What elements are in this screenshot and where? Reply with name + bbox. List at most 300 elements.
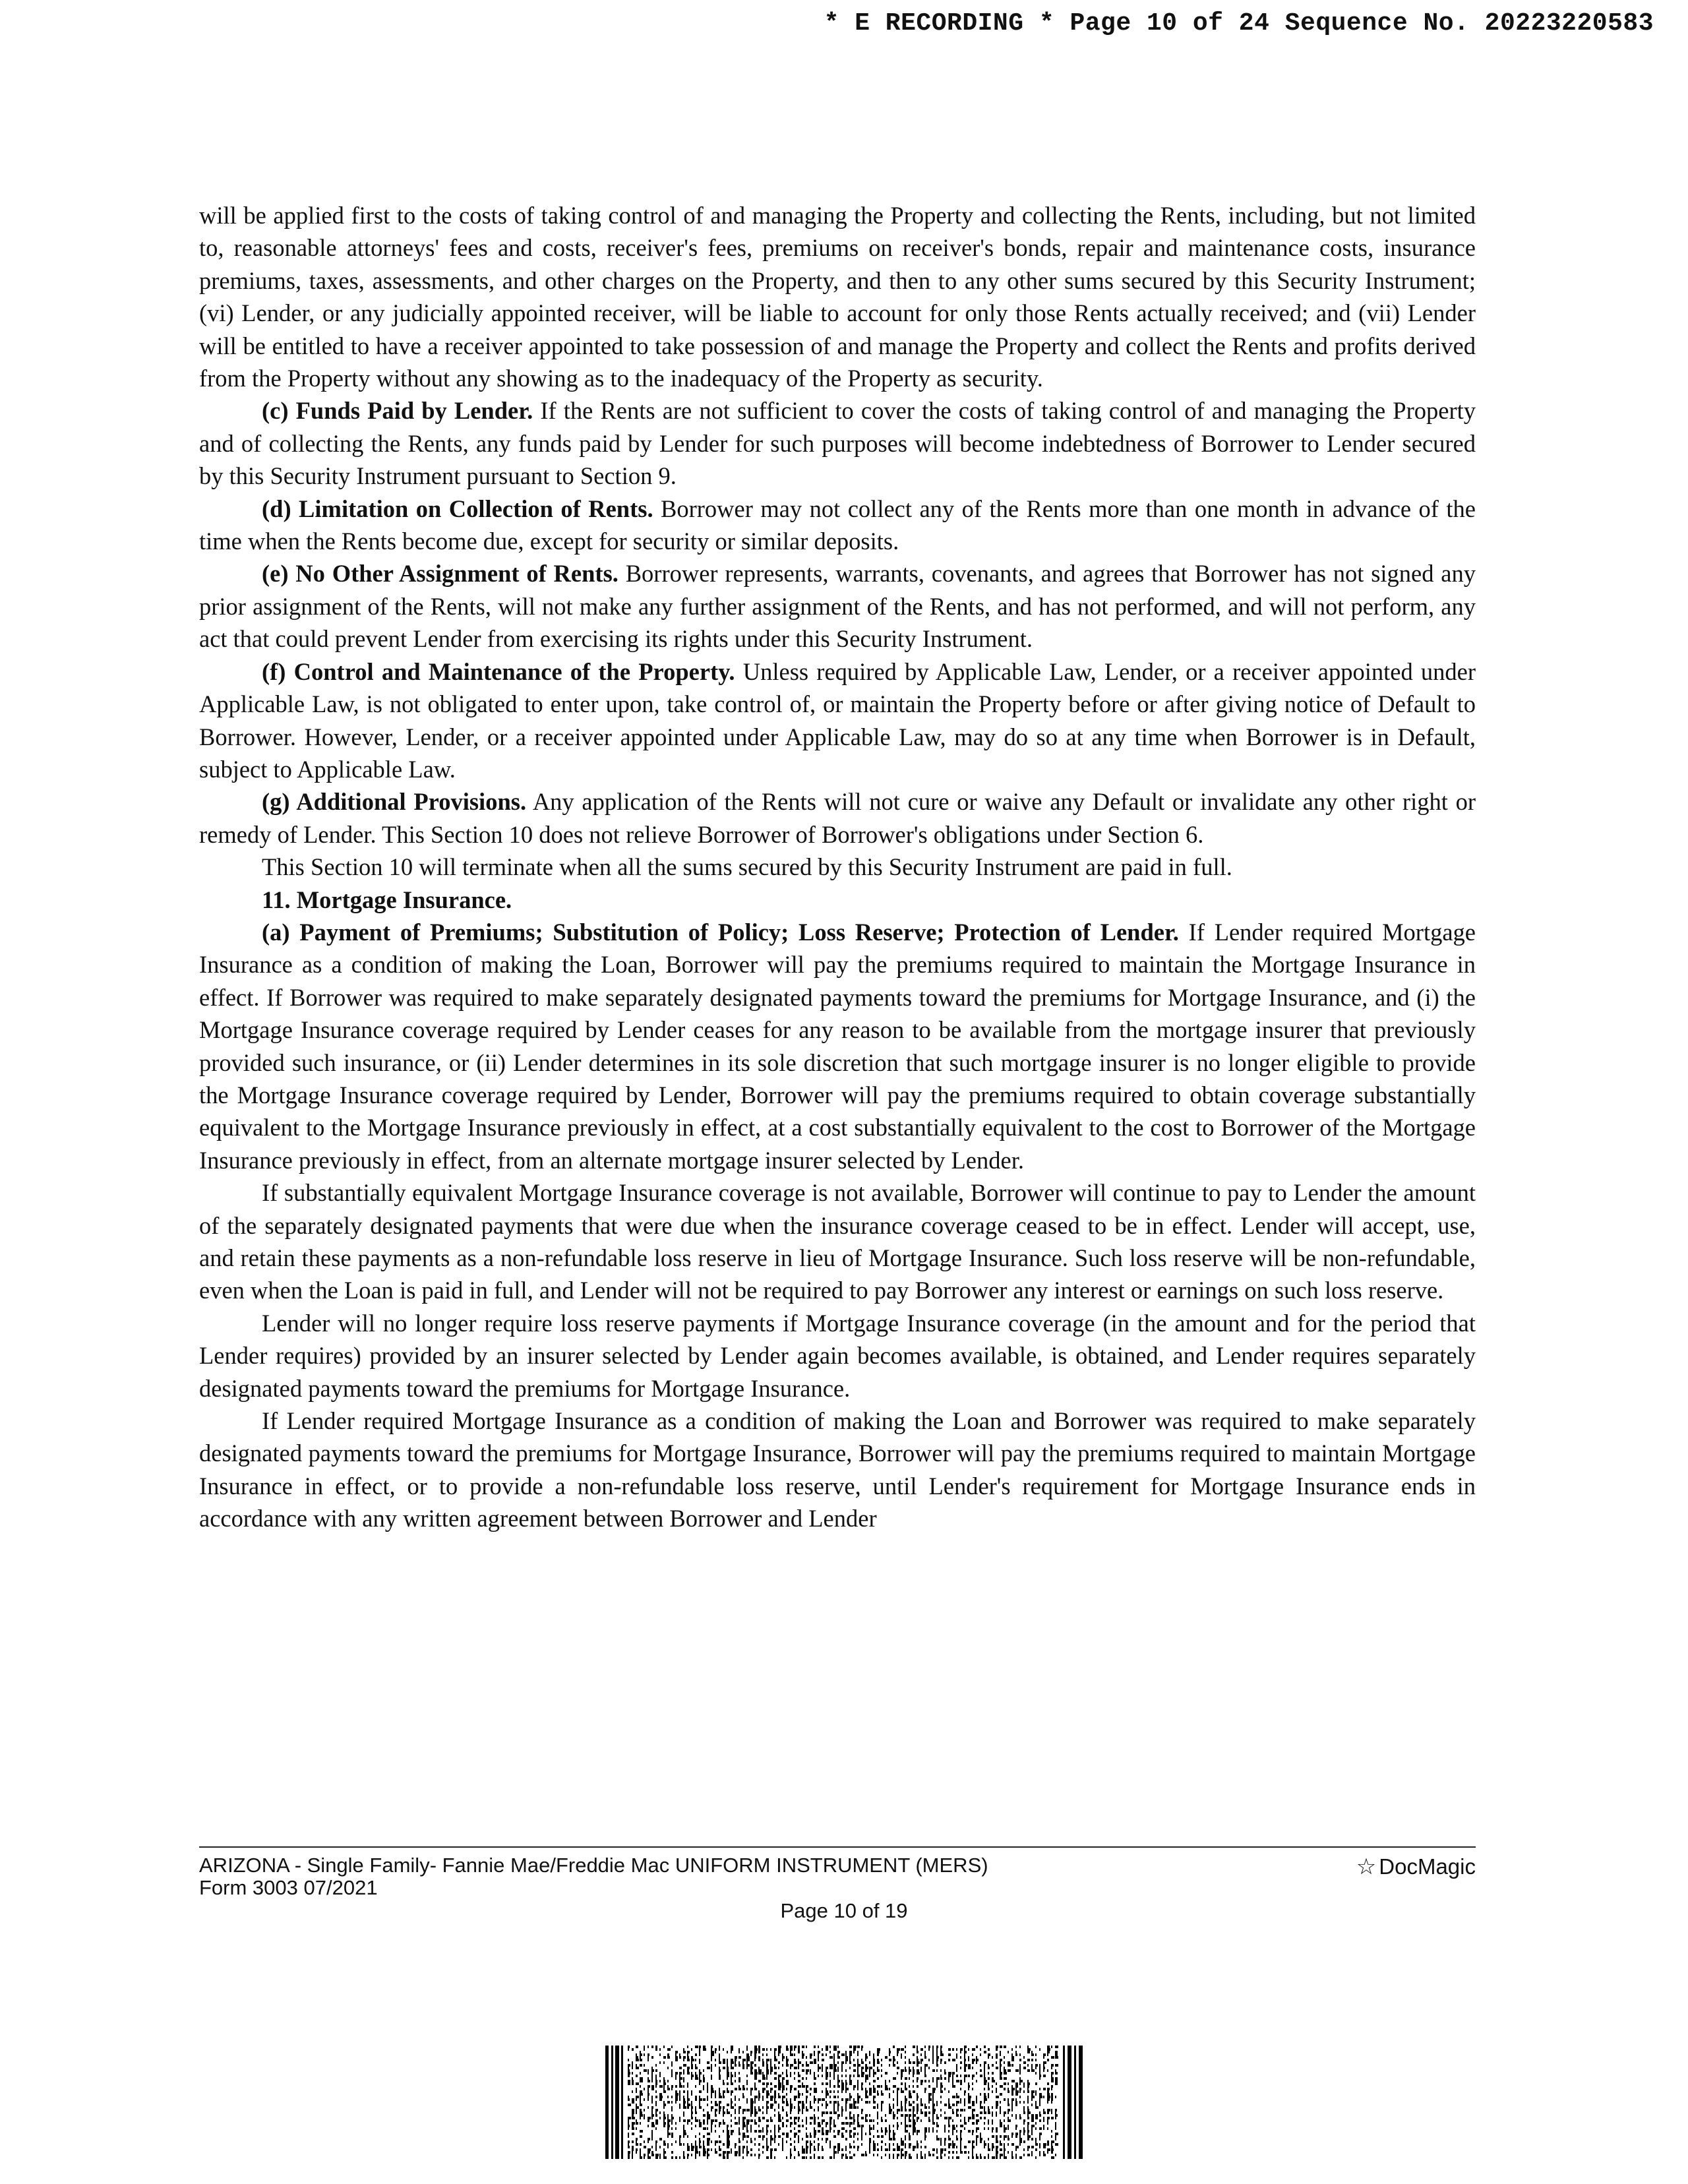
- heading-limitation: (d) Limitation on Collection of Rents.: [262, 495, 653, 522]
- barcode-module: [806, 2056, 807, 2059]
- barcode-module: [964, 2053, 965, 2056]
- barcode-module: [711, 2106, 713, 2109]
- barcode-module: [770, 2072, 771, 2075]
- barcode-module: [1015, 2156, 1017, 2159]
- barcode-module: [822, 2048, 823, 2051]
- barcode-module: [802, 2082, 803, 2085]
- barcode-module: [917, 2093, 918, 2096]
- barcode-module: [992, 2072, 994, 2075]
- barcode-module: [711, 2125, 712, 2127]
- barcode-module: [1035, 2104, 1037, 2106]
- barcode-module: [1004, 2111, 1006, 2114]
- barcode-module: [770, 2096, 773, 2098]
- text-no-other-assignment: Borrower represents, warrants, covenants, and agrees that Borrower has not signed any prior assignment of the Rents, will not make any further assignment of the Rents, and has not performed, and will not perform, any act that could prevent Lender from exercising its rights under this Security Instrument.: [199, 560, 1476, 653]
- barcode-module: [727, 2127, 728, 2130]
- barcode-module: [909, 2077, 910, 2080]
- barcode-module: [742, 2088, 745, 2090]
- barcode-module: [802, 2119, 803, 2122]
- barcode-module: [996, 2090, 997, 2093]
- barcode-module: [746, 2061, 748, 2064]
- barcode-module: [766, 2075, 768, 2077]
- barcode-module: [865, 2053, 867, 2056]
- barcode-module: [1027, 2130, 1029, 2133]
- barcode-module: [1039, 2104, 1040, 2106]
- barcode-module: [901, 2072, 903, 2075]
- barcode-module: [1055, 2127, 1056, 2130]
- barcode-module: [897, 2072, 898, 2075]
- barcode-module: [897, 2148, 900, 2151]
- barcode-module: [988, 2148, 990, 2151]
- barcode-module: [651, 2101, 653, 2104]
- barcode-module: [873, 2056, 874, 2059]
- barcode-module: [750, 2064, 752, 2067]
- barcode-module: [742, 2119, 744, 2122]
- barcode-module: [940, 2138, 942, 2140]
- barcode-module: [1043, 2111, 1046, 2114]
- barcode-module: [869, 2053, 870, 2056]
- barcode-module: [897, 2154, 899, 2156]
- barcode-module: [932, 2106, 934, 2109]
- barcode-module: [909, 2146, 911, 2148]
- barcode-module: [695, 2151, 698, 2154]
- barcode-module: [972, 2143, 973, 2146]
- barcode-module: [628, 2048, 629, 2051]
- barcode-module: [648, 2125, 649, 2127]
- barcode-module: [893, 2061, 894, 2064]
- barcode-module: [996, 2154, 998, 2156]
- barcode-module: [1031, 2090, 1035, 2093]
- barcode-module: [893, 2135, 895, 2138]
- barcode-module: [798, 2093, 800, 2096]
- barcode-module: [841, 2109, 843, 2111]
- barcode-module: [731, 2114, 732, 2117]
- barcode-module: [1043, 2151, 1044, 2154]
- barcode-module: [778, 2048, 781, 2051]
- barcode-module: [1011, 2048, 1013, 2051]
- barcode-module: [746, 2130, 748, 2133]
- barcode-module: [1023, 2122, 1025, 2125]
- barcode-module: [683, 2156, 685, 2159]
- barcode-module: [667, 2056, 670, 2059]
- barcode-module: [920, 2101, 922, 2104]
- barcode-module: [826, 2140, 827, 2143]
- barcode-module: [671, 2106, 673, 2109]
- barcode-module: [758, 2106, 760, 2109]
- barcode-module: [968, 2119, 969, 2122]
- barcode-module: [960, 2140, 961, 2143]
- barcode-module: [1055, 2077, 1058, 2080]
- barcode-module: [723, 2106, 725, 2109]
- barcode-module: [782, 2101, 785, 2104]
- barcode-module: [952, 2080, 953, 2082]
- barcode-module: [917, 2146, 919, 2148]
- barcode-module: [754, 2085, 756, 2088]
- barcode-module: [774, 2056, 776, 2059]
- barcode-module: [988, 2088, 990, 2090]
- barcode-module: [932, 2090, 935, 2093]
- barcode-module: [924, 2046, 926, 2048]
- barcode-module: [948, 2048, 951, 2051]
- barcode-module: [798, 2111, 799, 2114]
- barcode-module: [873, 2080, 876, 2082]
- barcode-module: [814, 2077, 816, 2080]
- heading-funds-paid: (c) Funds Paid by Lender.: [262, 397, 533, 425]
- barcode-module: [948, 2072, 951, 2075]
- barcode-module: [810, 2135, 812, 2138]
- barcode-module: [699, 2080, 702, 2082]
- barcode-module: [695, 2140, 696, 2143]
- barcode-module: [699, 2122, 702, 2125]
- barcode-module: [1039, 2135, 1040, 2138]
- barcode-module: [988, 2106, 989, 2109]
- barcode-module: [913, 2111, 914, 2114]
- barcode-module: [1011, 2085, 1013, 2088]
- barcode-module: [648, 2140, 649, 2143]
- barcode-module: [806, 2146, 808, 2148]
- barcode-module: [897, 2127, 898, 2130]
- barcode-module: [936, 2077, 940, 2080]
- barcode-module: [1008, 2061, 1010, 2064]
- barcode-module: [837, 2114, 840, 2117]
- barcode-module: [917, 2048, 918, 2051]
- barcode-module: [750, 2130, 752, 2133]
- barcode-module: [687, 2093, 688, 2096]
- barcode-module: [849, 2053, 852, 2056]
- barcode-module: [766, 2077, 768, 2080]
- barcode-module: [833, 2046, 837, 2048]
- barcode-module: [984, 2109, 985, 2111]
- barcode-module: [901, 2151, 902, 2154]
- barcode-module: [683, 2090, 685, 2093]
- barcode-module: [636, 2096, 639, 2098]
- barcode-module: [932, 2080, 934, 2082]
- barcode-module: [841, 2114, 843, 2117]
- barcode-module: [849, 2111, 851, 2114]
- barcode-module: [754, 2119, 756, 2122]
- barcode-module: [683, 2059, 684, 2061]
- barcode-module: [687, 2135, 688, 2138]
- barcode-module: [889, 2048, 890, 2051]
- barcode-module: [707, 2088, 708, 2090]
- barcode-module: [719, 2059, 720, 2061]
- barcode-module: [758, 2059, 760, 2061]
- barcode-module: [746, 2140, 748, 2143]
- barcode-module: [659, 2048, 661, 2051]
- barcode-module: [675, 2098, 678, 2101]
- barcode-module: [727, 2061, 728, 2064]
- barcode-module: [723, 2130, 724, 2133]
- barcode-module: [750, 2106, 753, 2109]
- barcode-module: [984, 2093, 986, 2096]
- barcode-module: [905, 2119, 906, 2122]
- barcode-module: [766, 2119, 769, 2122]
- barcode-module: [909, 2119, 911, 2122]
- barcode-module: [853, 2154, 855, 2156]
- barcode-module: [762, 2088, 766, 2090]
- barcode-module: [1023, 2127, 1025, 2130]
- barcode-module: [909, 2156, 912, 2159]
- barcode-module: [663, 2156, 667, 2159]
- barcode-module: [675, 2077, 677, 2080]
- barcode-module: [774, 2059, 777, 2061]
- barcode-module: [778, 2075, 781, 2077]
- barcode-module: [758, 2119, 761, 2122]
- barcode-module: [1035, 2064, 1038, 2067]
- barcode-module: [829, 2117, 832, 2119]
- barcode-module: [1035, 2140, 1037, 2143]
- barcode-module: [1039, 2127, 1042, 2130]
- barcode-module: [1027, 2146, 1030, 2148]
- barcode-module: [675, 2140, 677, 2143]
- barcode-module: [897, 2061, 898, 2064]
- barcode-module: [952, 2072, 955, 2075]
- barcode-module: [814, 2133, 816, 2135]
- barcode-module: [707, 2151, 708, 2154]
- barcode-module: [636, 2082, 639, 2085]
- barcode-module: [988, 2138, 989, 2140]
- barcode-module: [857, 2125, 860, 2127]
- barcode-module: [1019, 2096, 1021, 2098]
- barcode-module: [881, 2127, 882, 2130]
- footer-page-number: Page 10 of 19: [780, 1899, 908, 1922]
- barcode-module: [833, 2135, 836, 2138]
- barcode-module: [703, 2098, 706, 2101]
- barcode-module: [928, 2059, 930, 2061]
- barcode-module: [1004, 2135, 1007, 2138]
- barcode-module: [742, 2156, 744, 2159]
- barcode-module: [1047, 2140, 1049, 2143]
- barcode-module: [663, 2143, 666, 2146]
- barcode-module: [837, 2130, 840, 2133]
- barcode-module: [774, 2133, 775, 2135]
- paragraph-if-required: If Lender required Mortgage Insurance as a condition of making the Loan and Borrower was required to make separately designated payments toward the premiums for Mortgage Insurance, Borrower will pay the premiums required to maintain Mortgage Insurance in effect, or to provide a non-refundable loss reserve, until Lender's requirement for Mortgage Insurance ends in accordance with any written agreement between Borrower and Lender: [199, 1407, 1476, 1532]
- barcode-module: [873, 2069, 874, 2072]
- barcode-module: [758, 2056, 760, 2059]
- barcode-module: [719, 2148, 721, 2151]
- barcode-module: [889, 2064, 890, 2067]
- barcode-module: [750, 2067, 753, 2069]
- barcode-module: [837, 2056, 840, 2059]
- barcode-module: [952, 2085, 955, 2088]
- barcode-module: [948, 2098, 950, 2101]
- barcode-module: [774, 2051, 775, 2053]
- barcode-module: [893, 2138, 895, 2140]
- barcode-module: [1015, 2127, 1017, 2130]
- barcode-module: [968, 2156, 969, 2159]
- barcode-module: [889, 2106, 891, 2109]
- barcode-module: [727, 2156, 729, 2159]
- barcode-module: [972, 2154, 973, 2156]
- barcode-module: [790, 2088, 792, 2090]
- barcode-module: [853, 2114, 855, 2117]
- barcode-module: [913, 2119, 915, 2122]
- barcode-module: [703, 2109, 704, 2111]
- barcode-module: [936, 2151, 938, 2154]
- barcode-module: [735, 2064, 737, 2067]
- barcode-module: [1027, 2048, 1031, 2051]
- barcode-module: [909, 2085, 910, 2088]
- barcode-module: [691, 2106, 693, 2109]
- barcode-module: [826, 2090, 828, 2093]
- barcode-module: [964, 2061, 965, 2064]
- barcode-module: [1011, 2053, 1013, 2056]
- barcode-module: [1047, 2098, 1050, 2101]
- barcode-module: [790, 2109, 792, 2111]
- barcode-module: [956, 2104, 957, 2106]
- barcode-module: [774, 2064, 775, 2067]
- barcode-module: [833, 2096, 836, 2098]
- barcode-module: [770, 2104, 773, 2106]
- barcode-module: [849, 2061, 851, 2064]
- barcode-module: [663, 2088, 665, 2090]
- barcode-module: [837, 2117, 839, 2119]
- barcode-module: [944, 2088, 946, 2090]
- barcode-module: [822, 2138, 823, 2140]
- barcode-module: [1047, 2148, 1050, 2151]
- barcode-module: [687, 2085, 688, 2088]
- barcode-module: [984, 2101, 985, 2104]
- barcode-module: [928, 2093, 932, 2096]
- barcode-module: [905, 2114, 908, 2117]
- barcode-module: [794, 2119, 795, 2122]
- barcode-module: [952, 2048, 954, 2051]
- barcode-module: [837, 2143, 840, 2146]
- barcode-module: [996, 2156, 998, 2159]
- barcode-module: [893, 2111, 894, 2114]
- barcode-module: [814, 2088, 817, 2090]
- barcode-module: [845, 2075, 847, 2077]
- barcode-module: [742, 2135, 746, 2138]
- barcode-module: [810, 2104, 811, 2106]
- barcode-module: [814, 2117, 816, 2119]
- barcode-module: [976, 2135, 979, 2138]
- barcode-module: [679, 2080, 680, 2082]
- barcode-module: [699, 2138, 700, 2140]
- barcode-module: [822, 2059, 824, 2061]
- barcode-module: [632, 2082, 634, 2085]
- barcode-module: [905, 2061, 906, 2064]
- barcode-module: [992, 2148, 993, 2151]
- barcode-module: [913, 2114, 916, 2117]
- barcode-module: [873, 2085, 874, 2088]
- barcode-module: [806, 2151, 808, 2154]
- barcode-module: [786, 2133, 789, 2135]
- barcode-module: [754, 2059, 756, 2061]
- barcode-module: [996, 2130, 998, 2133]
- barcode-module: [798, 2101, 801, 2104]
- barcode-module: [996, 2053, 998, 2056]
- barcode-module: [1000, 2077, 1002, 2080]
- barcode-module: [932, 2053, 934, 2056]
- barcode-module: [829, 2096, 831, 2098]
- barcode-module: [940, 2156, 942, 2159]
- barcode-module: [932, 2056, 934, 2059]
- barcode-module: [754, 2088, 757, 2090]
- barcode-module: [960, 2151, 963, 2154]
- barcode-module: [897, 2117, 898, 2119]
- barcode-module: [873, 2146, 876, 2148]
- barcode-module: [786, 2125, 787, 2127]
- barcode-module: [762, 2061, 764, 2064]
- barcode-module: [1051, 2156, 1054, 2159]
- barcode-module: [640, 2117, 641, 2119]
- barcode-module: [1011, 2143, 1014, 2146]
- barcode-module: [913, 2106, 915, 2109]
- barcode-module: [936, 2085, 938, 2088]
- barcode-module: [964, 2064, 967, 2067]
- barcode-module: [707, 2090, 708, 2093]
- barcode-module: [948, 2106, 951, 2109]
- barcode-module: [853, 2085, 856, 2088]
- barcode-module: [727, 2151, 730, 2154]
- barcode-module: [790, 2122, 793, 2125]
- barcode-module: [632, 2117, 635, 2119]
- barcode-module: [636, 2067, 639, 2069]
- barcode-module: [940, 2140, 942, 2143]
- barcode-module: [679, 2117, 680, 2119]
- barcode-module: [841, 2085, 844, 2088]
- barcode-module: [984, 2075, 985, 2077]
- barcode-module: [818, 2069, 819, 2072]
- barcode-module: [644, 2114, 645, 2117]
- barcode-module: [932, 2059, 934, 2061]
- barcode-module: [956, 2114, 959, 2117]
- barcode-module: [1035, 2072, 1037, 2075]
- barcode-module: [1055, 2053, 1058, 2056]
- barcode-module: [893, 2117, 895, 2119]
- barcode-module: [1039, 2048, 1040, 2051]
- barcode-module: [845, 2053, 847, 2056]
- barcode-module: [632, 2080, 634, 2082]
- barcode-module: [956, 2138, 958, 2140]
- barcode-module: [691, 2127, 692, 2130]
- barcode-module: [877, 2148, 879, 2151]
- barcode-module: [1011, 2080, 1015, 2082]
- barcode-module: [648, 2096, 649, 2098]
- barcode-module: [1004, 2098, 1006, 2101]
- barcode-module: [917, 2051, 919, 2053]
- barcode-module: [976, 2140, 977, 2143]
- barcode-module: [980, 2117, 982, 2119]
- barcode-module: [731, 2125, 732, 2127]
- barcode-module: [1011, 2104, 1013, 2106]
- barcode-module: [1011, 2133, 1013, 2135]
- barcode-module: [687, 2090, 688, 2093]
- barcode-module: [1035, 2106, 1039, 2109]
- barcode-module: [841, 2127, 845, 2130]
- barcode-module: [782, 2080, 783, 2082]
- barcode-module: [948, 2156, 950, 2159]
- barcode-module: [889, 2053, 890, 2056]
- barcode-module: [786, 2098, 787, 2101]
- barcode-module: [829, 2080, 831, 2082]
- barcode-module: [944, 2069, 946, 2072]
- barcode-module: [1051, 2146, 1053, 2148]
- barcode-module: [762, 2082, 765, 2085]
- barcode-module: [632, 2072, 633, 2075]
- barcode-module: [640, 2154, 641, 2156]
- barcode-module: [869, 2151, 870, 2154]
- barcode-module: [818, 2156, 820, 2159]
- barcode-module: [1023, 2148, 1025, 2151]
- barcode-module: [1035, 2067, 1037, 2069]
- barcode-module: [818, 2109, 819, 2111]
- barcode-module: [651, 2135, 653, 2138]
- barcode-module: [691, 2154, 692, 2156]
- barcode-module: [917, 2061, 920, 2064]
- barcode-module: [659, 2093, 662, 2096]
- barcode-module: [1031, 2059, 1033, 2061]
